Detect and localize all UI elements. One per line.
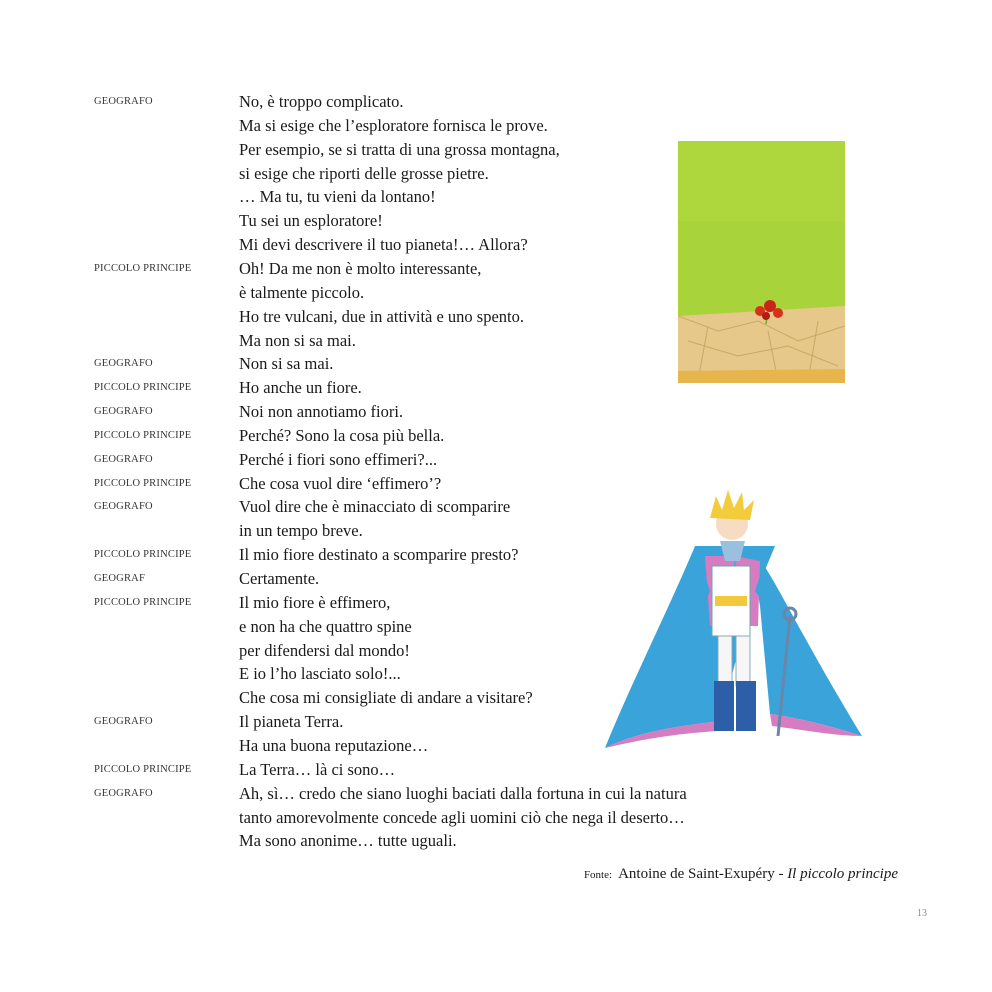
speaker-name: GEOGRAFO — [94, 787, 153, 799]
dialogue-text: Il mio fiore destinato a scomparire presto? — [239, 545, 519, 565]
speaker-name: PICCOLO PRINCIPE — [94, 549, 192, 561]
prince-illustration — [600, 486, 865, 756]
source-author: Antoine de Saint-Exupéry - — [618, 866, 788, 882]
source-title: Il piccolo principe — [787, 866, 898, 882]
dialogue-text: tanto amorevolmente concede agli uomini ciò che nega il deserto… — [239, 807, 685, 827]
dialogue-line — [0, 425, 992, 449]
dialogue-text: Vuol dire che è minacciato di scomparire — [239, 497, 511, 517]
dialogue-text: … Ma tu, tu vieni da lontano! — [239, 187, 436, 207]
dialogue-text: si esige che riporti delle grosse pietre. — [239, 163, 489, 183]
dialogue-text: Il mio fiore è effimero, — [239, 592, 391, 612]
speaker-name: GEOGRAFO — [94, 96, 153, 107]
speaker-name: PICCOLO PRINCIPE — [94, 763, 192, 775]
dialogue-text: Il pianeta Terra. — [239, 712, 344, 732]
dialogue-text: Noi non annotiamo fiori. — [239, 402, 404, 422]
dialogue-text: No, è troppo complicato. — [239, 92, 404, 111]
dialogue-text: in un tempo breve. — [239, 521, 363, 541]
dialogue-text: Oh! Da me non è molto interessante, — [239, 258, 482, 278]
source-citation — [584, 866, 898, 883]
dialogue-text: e non ha che quattro spine — [239, 616, 412, 636]
dialogue-line — [0, 449, 992, 473]
dialogue-line — [0, 807, 992, 831]
dialogue-text: Certamente. — [239, 569, 320, 588]
dialogue-text: Per esempio, se si tratta di una grossa montagna, — [239, 139, 560, 159]
speaker-name: GEOGRAFO — [94, 453, 153, 465]
dialogue-text: Che cosa mi consigliate di andare a visitare? — [239, 688, 533, 708]
dialogue-text: Ma si esige che l’esploratore fornisca le prove. — [239, 115, 548, 135]
dialogue-text: Perché i fiori sono effimeri?... — [239, 449, 438, 469]
dialogue-line — [0, 783, 992, 807]
speaker-name: PICCOLO PRINCIPE — [94, 382, 192, 394]
dialogue-line — [0, 759, 992, 783]
speaker-name: GEOGRAFO — [94, 716, 153, 728]
dialogue-text: Ho anche un fiore. — [239, 378, 362, 398]
speaker-name: PICCOLO PRINCIPE — [94, 429, 192, 441]
speaker-name: PICCOLO PRINCIPE — [94, 477, 192, 489]
dialogue-text: La Terra… là ci sono… — [239, 759, 396, 779]
dialogue-text: Perché? Sono la cosa più bella. — [239, 425, 445, 445]
dialogue-text: è talmente piccolo. — [239, 282, 365, 302]
speaker-name: GEOGRAFO — [94, 501, 153, 513]
page-number: 13 — [917, 908, 927, 919]
dialogue-text: E io l’ho lasciato solo!... — [239, 664, 401, 684]
dialogue-line — [0, 830, 992, 854]
dialogue-text: Che cosa vuol dire ‘effimero’? — [239, 473, 442, 493]
dialogue-text: Tu sei un esploratore! — [239, 211, 383, 231]
speaker-name: GEOGRAFO — [94, 358, 153, 370]
dialogue-line — [0, 91, 992, 115]
speaker-name: GEOGRAFO — [94, 406, 153, 418]
source-label: Fonte: — [583, 869, 613, 881]
dialogue-text: Ah, sì… credo che siano luoghi baciati dalla fortuna in cui la natura — [239, 783, 687, 803]
speaker-name: GEOGRAF — [94, 573, 145, 584]
dialogue-text: Mi devi descrivere il tuo pianeta!… Allora? — [239, 235, 528, 255]
dialogue-text: Ma sono anonime… tutte uguali. — [239, 831, 457, 851]
speaker-name: PICCOLO PRINCIPE — [94, 262, 192, 274]
dialogue-line — [0, 115, 992, 139]
dialogue-text: Ho tre vulcani, due in attività e uno spento. — [239, 306, 525, 326]
dialogue-text: Ma non si sa mai. — [239, 330, 356, 350]
dialogue-line — [0, 401, 992, 425]
dialogue-text: per difendersi dal mondo! — [239, 640, 410, 660]
flower-illustration — [678, 141, 845, 383]
dialogue-text: Non si sa mai. — [239, 354, 334, 374]
speaker-name: PICCOLO PRINCIPE — [94, 596, 192, 608]
dialogue-text: Ha una buona reputazione… — [239, 735, 429, 755]
